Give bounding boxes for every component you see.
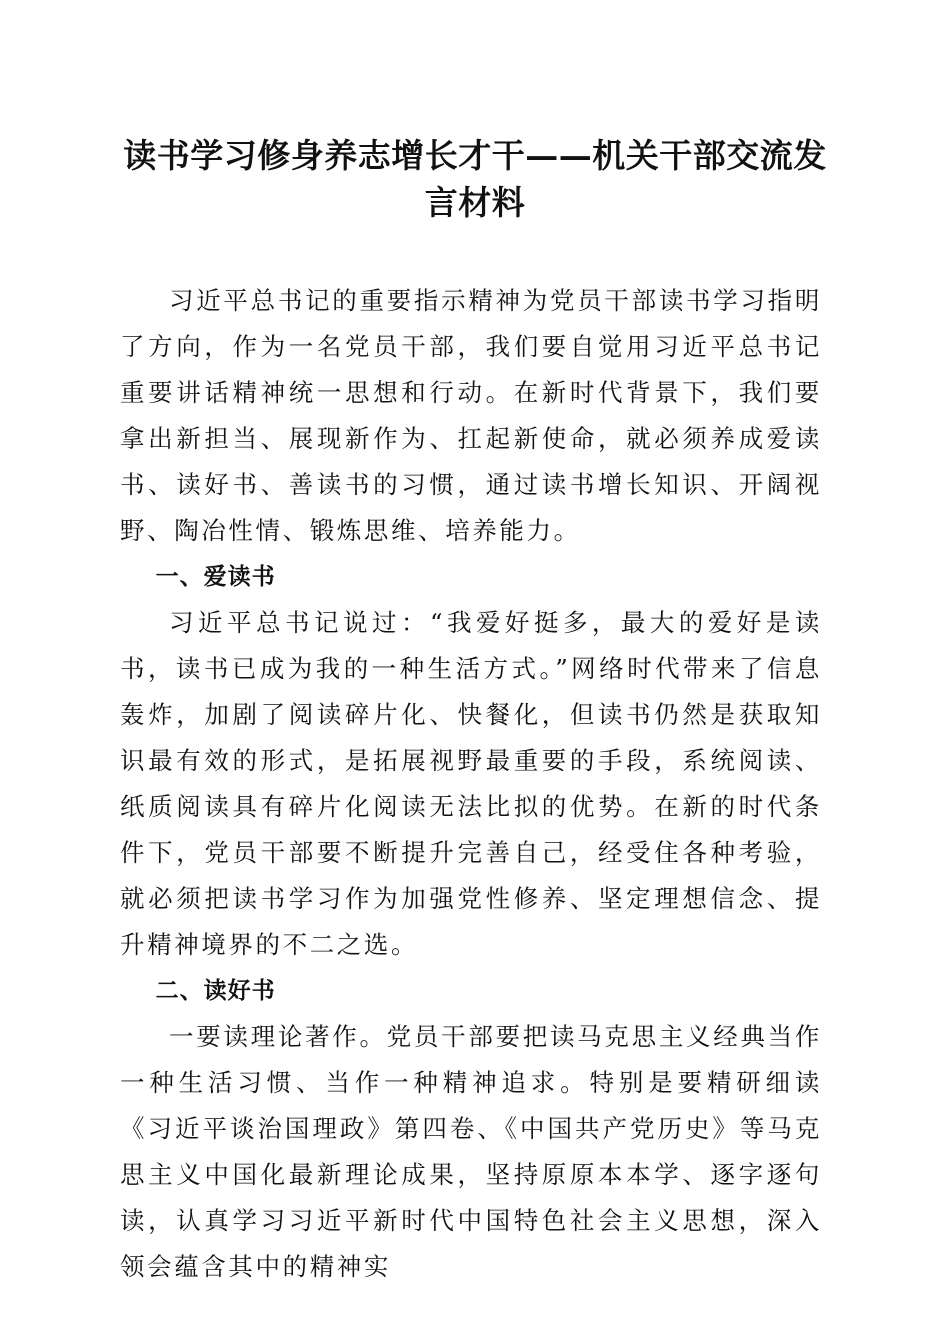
section-heading-read-good-books: 二、读好书: [155, 978, 276, 1004]
document-title: 读书学习修身养志增长才干——机关干部交流发言材料: [123, 136, 827, 222]
section-paragraph-read-good-books: 一要读理论著作。党员干部要把读马克思主义经典当作一种生活习惯、当作一种精神追求。特别是要精研细读《习近平谈治国理政》第四卷、《中国共产党历史》等马克思主义中国化最新理论成果，坚持原原本本学、逐字逐句读，认真学习习近平新时代中国特色社会主义思想，深入领会蕴含其中的精神实: [120, 1022, 822, 1281]
section-paragraph-love-reading: 习近平总书记说过：“我爱好挺多，最大的爱好是读书，读书已成为我的一种生活方式。”网络时代带来了信息轰炸，加剧了阅读碎片化、快餐化，但读书仍然是获取知识最有效的形式，是拓展视野最重要的手段，系统阅读、纸质阅读具有碎片化阅读无法比拟的优势。在新的时代条件下，党员干部要不断提升完善自己，经受住各种考验，就必须把读书学习作为加强党性修养、坚定理想信念、提升精神境界的不二之选。: [120, 608, 822, 959]
document-body: [120, 278, 822, 1290]
intro-paragraph: 习近平总书记的重要指示精神为党员干部读书学习指明了方向，作为一名党员干部，我们要自觉用习近平总书记重要讲话精神统一思想和行动。在新时代背景下，我们要拿出新担当、展现新作为、扛起新使命，就必须养成爱读书、读好书、善读书的习惯，通过读书增长知识、开阔视野、陶冶性情、锻炼思维、培养能力。: [120, 286, 822, 545]
section-heading-love-reading: 一、爱读书: [155, 564, 276, 590]
